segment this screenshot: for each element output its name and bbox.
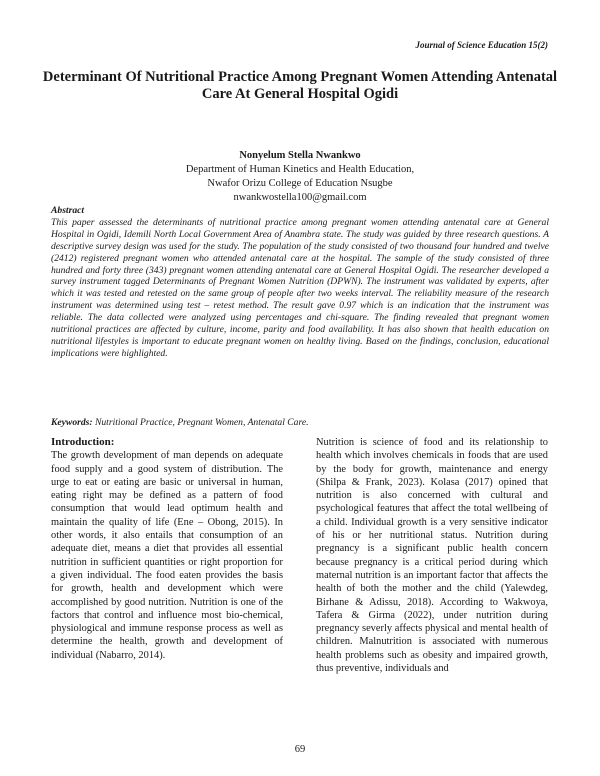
keywords-label: Keywords: (51, 417, 93, 428)
keywords-line (51, 417, 549, 428)
introduction-right-paragraph: Nutrition is science of food and its relationship to health which involves chemicals in foods that are used by the body for growth, maintenance and energy (Shilpa & Frank, 2023). Kolasa (2017) opined that nutrition is also concerned with cultural and psychological features that affect the total wellbeing of a child. Individual growth is a very sensitive indicator of his or her nutritional status. Nutrition during pregnancy is a significant public health concern because pregnancy is a critical period during which maternal nutrition is an important factor that affects the health of both the mother and the child (Yalewdeg, Birhane & Adissu, 2018). According to Wakwoya, Tafera & Girma (2022), under nutrition during pregnancy severly affects physical and mental health of children. Malnutrition is associated with numerous health problems such as obesity and impaired growth, thus preventive, individuals and (316, 437, 548, 675)
abstract-section (51, 205, 549, 360)
author-department: Department of Human Kinetics and Health Education, (185, 164, 415, 175)
paper-title: Determinant Of Nutritional Practice Among Pregnant Women Attending Antenatal Care At General Hospital Ogidi (42, 69, 558, 102)
page-number: 69 (294, 744, 306, 755)
introduction-heading: Introduction: (51, 436, 115, 448)
left-column (51, 436, 283, 662)
right-column (316, 436, 548, 675)
abstract-heading: Abstract (51, 205, 85, 216)
keywords-text: Nutritional Practice, Pregnant Women, Antenatal Care. (92, 417, 309, 428)
introduction-left-paragraph: The growth development of man depends on adequate food supply and a good system of distribution. The urge to eat or eating are basic or universal in human, eating right may be defined as a pattern of food consumption that would lead optimum health and maintain the quality of life (Ene – Obong, 2015). In other words, it also entails that consumption of an adequate diet, means a diet that provides all essential nutrition in sufficient quantities or right proportion for a given individual. The food eaten provides the basis for growth, health and development which were accomplished by good nutrition. Nutrition is one of the factors that control and influence most bio-chemical, physiological and immune response process as well as determine the health, growth and development of individual (Nabarro, 2014). (51, 450, 283, 661)
author-email: nwankwostella100@gmail.com (233, 192, 367, 203)
author-block (40, 149, 560, 205)
author-name: Nonyelum Stella Nwankwo (239, 150, 361, 161)
journal-header: Journal of Science Education 15(2) (415, 40, 548, 50)
abstract-text: This paper assessed the determinants of nutritional practice among pregnant women attending antenatal care at General Hospital in Ogidi, Idemili North Local Government Area of Anambra state. The study was guided by three research questions. A descriptive survey design was used for the study. The population of the study consisted of two thousand four hundred and twelve (2412) registered pregnant women who attended antenatal care at the hospital. The sample of the study consisted of three hundred and forty three (343) pregnant women attending antenatal care at General Hospital Ogidi. The researcher developed a survey instrument tagged Determinants of Pregnant Women Nutrition (DPWN). The instrument was validated by experts, after which it was tested and retested on the same group of people after two weeks interval. The reliability measure of the research instrument was determined using test – retest method. The result gave 0.97 which is an indication that the instrument was reliable. The data collected were analyzed using percentages and chi-square. The finding revealed that pregnant women nutritional practices are affected by culture, income, parity and food availability. It has also shown that health education on nutritional lifestyles is important to educate pregnant women on healthy living. Based on the findings, conclusion, educational implications were highlighted. (51, 216, 549, 359)
author-institution: Nwafor Orizu College of Education Nsugbe (207, 178, 393, 189)
